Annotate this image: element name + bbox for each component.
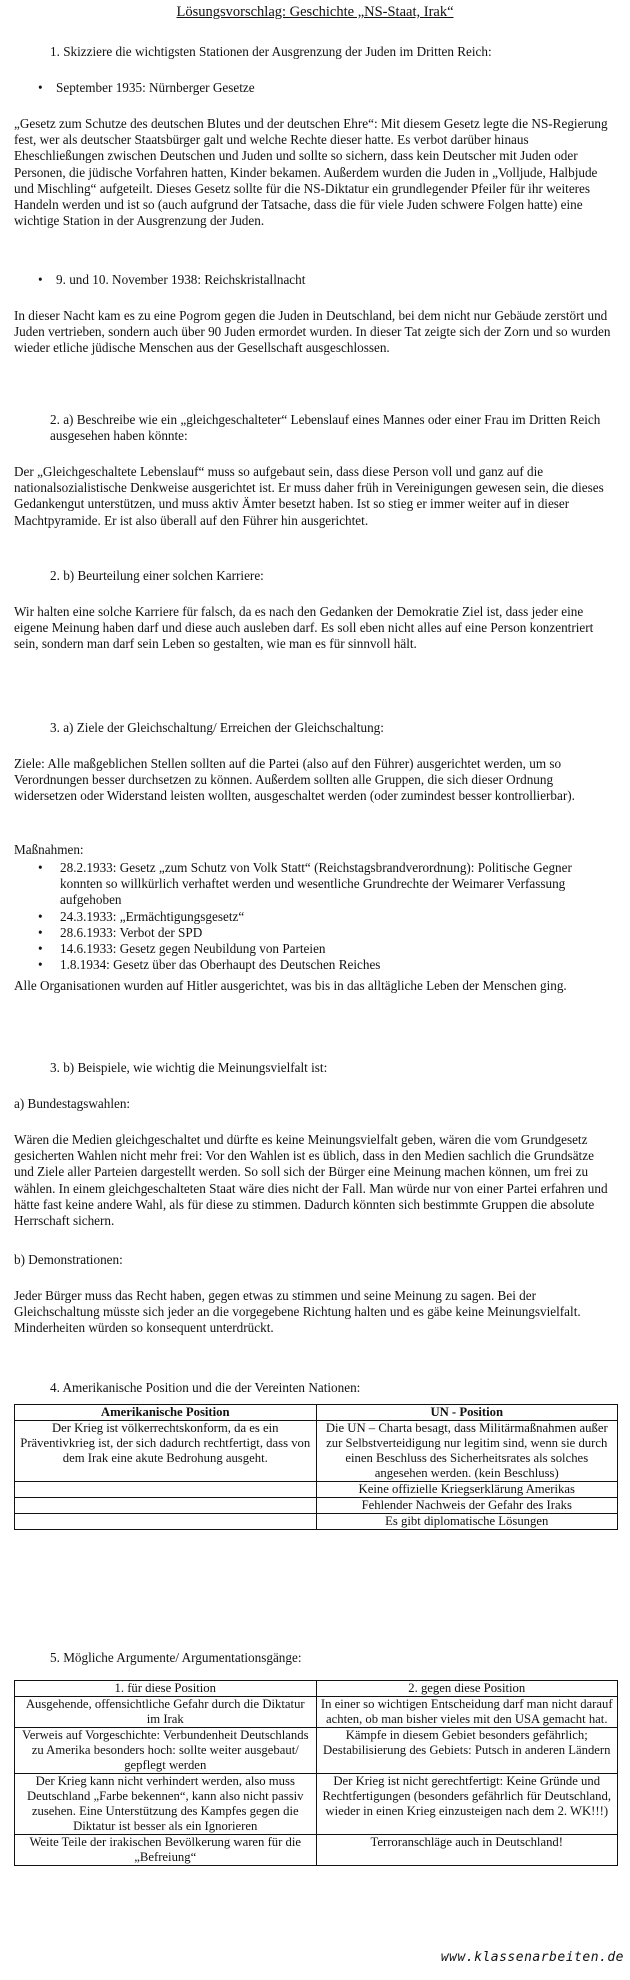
q5-col-header-against: 2. gegen diese Position — [316, 1681, 618, 1697]
table-cell: Der Krieg ist völkerrechtskonform, da es ein Präventivkrieg ist, der sich dadurch rechtfertigt, dass von dem Irak eine akute Bedrohung ausgeht. — [15, 1421, 317, 1482]
list-item: • 1.8.1934: Gesetz über das Oberhaupt des Deutschen Reiches — [60, 957, 610, 973]
table-cell: Ausgehende, offensichtliche Gefahr durch die Diktatur im Irak — [15, 1697, 317, 1728]
table-cell: Fehlender Nachweis der Gefahr des Iraks — [316, 1498, 618, 1514]
q2b-paragraph: Wir halten eine solche Karriere für falsch, da es nach den Gedanken der Demokratie Ziel ist, dass jeder eine eigene Meinung haben darf und diese auch ausleben darf. Es soll eben nicht alles auf eine Person konzentriert sein, sondern man darf sein Leben so gestalten, wie man es für sinnvoll hält. — [14, 604, 594, 652]
q5-heading: 5. Mögliche Argumente/ Argumentationsgänge: — [50, 1650, 302, 1665]
table-row — [15, 1421, 618, 1482]
table-cell: Kämpfe in diesem Gebiet besonders gefährlich; Destabilisierung des Gebiets: Putsch in anderen Ländern — [316, 1728, 618, 1774]
q3b-paragraph-b: Jeder Bürger muss das Recht haben, gegen etwas zu stimmen und seine Meinung zu sagen. Bei der Gleichschaltung müsste sich jeder an die vorgegebene Richtung halten und es gäbe keine Meinungsvielfalt. Minderheiten würden so konsequent unterdrückt. — [14, 1288, 581, 1336]
table-cell: Die UN – Charta besagt, dass Militärmaßnahmen außer zur Selbstverteidigung nur legitim sind, wenn sie durch einen Beschluss des Sicherheitsrates als solches angesehen werden. (kein Beschluss) — [316, 1421, 618, 1482]
table-row — [15, 1514, 618, 1530]
q3a-closing: Alle Organisationen wurden auf Hitler ausgerichtet, was bis in das alltägliche Leben der Menschen ging. — [14, 978, 567, 993]
list-item: • 24.3.1933: „Ermächtigungsgesetz“ — [60, 909, 610, 925]
footer-watermark[interactable]: www.klassenarbeiten.de — [440, 1950, 624, 1965]
q3a-paragraph: Ziele: Alle maßgeblichen Stellen sollten auf die Partei (also auf den Führer) ausgerichtet werden, um so Verordnungen besser durchsetzen zu können. Außerdem sollten alle Gruppen, die sich dieser Ordnung widersetzen oder Widerstand leisten wollten, ausgeschaltet werden (oder zumindest besser kontrollierbar). — [14, 756, 575, 804]
document-title: Lösungsvorschlag: Geschichte „NS-Staat, Irak“ — [176, 4, 454, 20]
q5-table — [14, 1680, 618, 1866]
q3b-heading: 3. b) Beispiele, wie wichtig die Meinungsvielfalt ist: — [50, 1060, 328, 1075]
q4-table — [14, 1404, 618, 1530]
table-cell — [15, 1514, 317, 1530]
q2b-heading: 2. b) Beurteilung einer solchen Karriere: — [50, 568, 264, 583]
table-row — [15, 1498, 618, 1514]
table-cell — [15, 1498, 317, 1514]
q3a-measures-label: Maßnahmen: — [14, 842, 84, 857]
table-cell: Terroranschläge auch in Deutschland! — [316, 1835, 618, 1866]
q1-paragraph-2: In dieser Nacht kam es zu eine Pogrom gegen die Juden in Deutschland, bei dem nicht nur Gebäude zerstört und Juden vertrieben, sondern auch über 90 Juden ermordet wurden. In dieser Tat zeigte sich der Zorn und so wurden wieder etliche jüdische Menschen aus der Gesellschaft ausgeschlossen. — [14, 308, 611, 356]
list-item: • 28.6.1933: Verbot der SPD — [60, 925, 610, 941]
q3b-paragraph-a: Wären die Medien gleichgeschaltet und dürfte es keine Meinungsvielfalt geben, wären die vom Grundgesetz gesicherten Wahlen nicht mehr frei: Vor den Wahlen ist es üblich, dass in den Medien sachlich die Grundsätze und Ziele aller Parteien dargestellt werden. So soll sich der Bürger eine Meinung machen können, um frei zu wählen. In einem gleichgeschalteten Staat wäre dies nicht der Fall. Man würde nur von einer Partei erfahren und hätte fast keine andere Wahl, als für diese zu stimmen. Dadurch könnten sich bestimmte Gruppen die absolute Herrschaft sichern. — [14, 1132, 608, 1229]
q4-heading: 4. Amerikanische Position und die der Vereinten Nationen: — [50, 1380, 361, 1395]
q2a-heading: 2. a) Beschreibe wie ein „gleichgeschalteter“ Lebenslauf eines Mannes oder einer Frau im Dritten Reich ausgesehen haben könnte: — [50, 412, 601, 444]
q4-col-header-us: Amerikanische Position — [15, 1405, 317, 1421]
q4-col-header-un: UN - Position — [316, 1405, 618, 1421]
table-cell: Der Krieg kann nicht verhindert werden, also muss Deutschland „Farbe bekennen“, kann also nicht passiv zusehen. Eine Unterstützung des Kampfes gegen die Diktatur ist besser als ein Ignorieren — [15, 1774, 317, 1835]
q3b-sub-a: a) Bundestagswahlen: — [14, 1096, 131, 1111]
q1-bullet-1: • September 1935: Nürnberger Gesetze — [56, 80, 616, 96]
q1-bullet-2: • 9. und 10. November 1938: Reichskristallnacht — [56, 272, 616, 288]
q1-heading: 1. Skizziere die wichtigsten Stationen der Ausgrenzung der Juden im Dritten Reich: — [50, 44, 492, 59]
table-cell: Es gibt diplomatische Lösungen — [316, 1514, 618, 1530]
q3b-sub-b: b) Demonstrationen: — [14, 1252, 123, 1267]
table-cell: Keine offizielle Kriegserklärung Amerikas — [316, 1482, 618, 1498]
table-cell: Der Krieg ist nicht gerechtfertigt: Keine Gründe und Rechtfertigungen (besonders gefährlich für Deutschland, wieder in einen Krieg einzusteigen nach dem 2. WK!!!) — [316, 1774, 618, 1835]
table-cell — [15, 1482, 317, 1498]
table-cell: Weite Teile der irakischen Bevölkerung waren für die „Befreiung“ — [15, 1835, 317, 1866]
table-cell: In einer so wichtigen Entscheidung darf man nicht darauf achten, ob man bisher vieles mit den USA gemacht hat. — [316, 1697, 618, 1728]
table-row — [15, 1482, 618, 1498]
q3a-measures-list — [60, 860, 610, 973]
table-row — [15, 1728, 618, 1774]
table-row — [15, 1774, 618, 1835]
table-cell: Verweis auf Vorgeschichte: Verbundenheit Deutschlands zu Amerika besonders hoch: sollte weiter ausgebaut/ gepflegt werden — [15, 1728, 317, 1774]
q5-col-header-for: 1. für diese Position — [15, 1681, 317, 1697]
q2a-paragraph: Der „Gleichgeschaltete Lebenslauf“ muss so aufgebaut sein, dass diese Person voll und ganz auf die nationalsozialistische Denkweise ausgerichtet ist. Er muss daher früh in Vereinigungen gewesen sein, die dieses Gedankengut unterstützen, und muss aktiv Ämter besetzt haben. Ist so stieg er immer weiter auf in dieser Machtpyramide. Er ist also überall auf den Führer hin ausgerichtet. — [14, 464, 604, 528]
q1-paragraph-1: „Gesetz zum Schutze des deutschen Blutes und der deutschen Ehre“: Mit diesem Gesetz legte die NS-Regierung fest, wer als deutscher Staatsbürger galt und welche Rechte dieser hatte. Es verbot darüber hinaus Eheschließungen zwischen Deutschen und Juden und sollte so sichern, dass kein Deutscher mit Juden oder Personen, die jüdische Vorfahren hatten, Kinder bekamen. Außerdem wurden die Juden in „Volljude, Halbjude und Mischling“ aufgeteilt. Dieses Gesetz sollte für die NS-Diktatur ein grundlegender Pfeiler für ihr weiteres Handeln werden und ist so (auch aufgrund der Tatsache, dass die für viele Juden schwere Folgen hatte) eine wichtige Station in der Ausgrenzung der Juden. — [14, 116, 608, 229]
q3a-heading: 3. a) Ziele der Gleichschaltung/ Erreichen der Gleichschaltung: — [50, 720, 384, 735]
list-item: • 14.6.1933: Gesetz gegen Neubildung von Parteien — [60, 941, 610, 957]
list-item: • 28.2.1933: Gesetz „zum Schutz von Volk Statt“ (Reichstagsbrandverordnung): Politische Gegner konnten so willkürlich verhaftet werden und wesentliche Grundrechte der Weimarer Verfassung aufgehoben — [60, 860, 610, 909]
table-row — [15, 1835, 618, 1866]
table-row — [15, 1697, 618, 1728]
